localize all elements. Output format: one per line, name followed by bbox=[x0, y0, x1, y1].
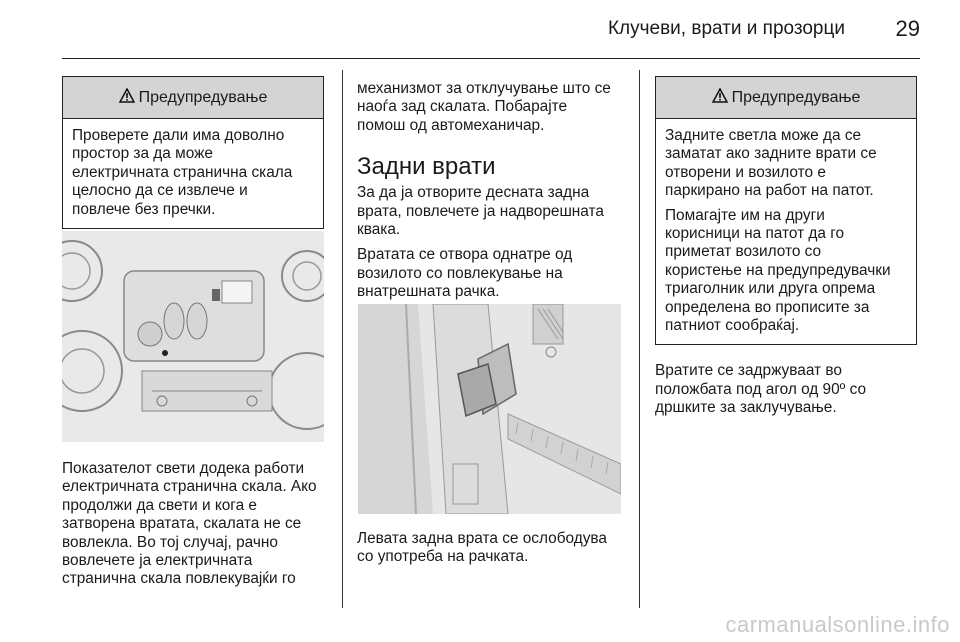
dashboard-switch-illustration bbox=[62, 231, 324, 442]
right-column bbox=[655, 76, 917, 418]
left-caption bbox=[62, 460, 334, 589]
rear-door-paragraph-1: За да ја отворите десната задна врата, повлечете ја надворешната квака. bbox=[357, 184, 604, 239]
warning-header bbox=[63, 77, 323, 119]
left-column bbox=[62, 76, 324, 229]
warning-triangle-icon bbox=[712, 88, 728, 108]
header-rule bbox=[62, 58, 920, 59]
column-separator-right bbox=[639, 70, 640, 608]
doors-90-degree-text: Вратите се задржуваат во положбата под агол од 90º со дршките за заклучување. bbox=[655, 362, 867, 417]
page-header-title: Клучеви, врати и прозорци bbox=[607, 18, 845, 39]
warning-box-rear-lights bbox=[655, 76, 917, 345]
handle-caption: Левата задна врата се ослободува со употреба на рачката. bbox=[357, 530, 607, 566]
warning-heading: Предупредување bbox=[731, 88, 861, 106]
warning-triangle-icon bbox=[119, 88, 135, 108]
section-heading: Задни врати bbox=[357, 153, 496, 181]
warning-header bbox=[656, 77, 916, 119]
indicator-caption: Показателот свети додека работи електричната странична скала. Ако продолжи да свети и кога е затворена вратата, скалата не се вовлекла. Во тој случај, рачно вовлечете ја електричната странична скала повлекувајќи го bbox=[62, 460, 317, 588]
middle-caption bbox=[357, 530, 629, 567]
rear-door-handle-illustration bbox=[358, 304, 621, 514]
rear-door-paragraph-2: Вратата се отвора однатре од возилото со повлекување на внатрешната рачка. bbox=[357, 246, 573, 301]
warning-box-step bbox=[62, 76, 324, 229]
warning-text-2: Помагајте им на други корисници на патот да го приметат возилото со користење на предупредувачки триаголник или друга опрема определена во прописите за патниот сообраќај. bbox=[665, 206, 891, 335]
warning-text: Проверете дали има доволно простор за да може електричната странична скала целосно да се извлече и повлече без пречки. bbox=[72, 127, 293, 218]
warning-heading: Предупредување bbox=[138, 88, 268, 106]
page-number: 29 bbox=[895, 16, 920, 41]
warning-body bbox=[63, 119, 323, 228]
watermark: carmanualsonline.info bbox=[725, 612, 950, 637]
middle-column bbox=[357, 80, 629, 302]
continued-text: механизмот за отклучување што се наоѓа зад скалата. Побарајте помош од автомеханичар. bbox=[357, 80, 611, 134]
warning-text-1: Задните светла може да се заматат ако задните врати се отворени и возилото е паркирано на работ на патот. bbox=[665, 127, 877, 200]
column-separator-left bbox=[342, 70, 343, 608]
warning-body bbox=[656, 119, 916, 344]
